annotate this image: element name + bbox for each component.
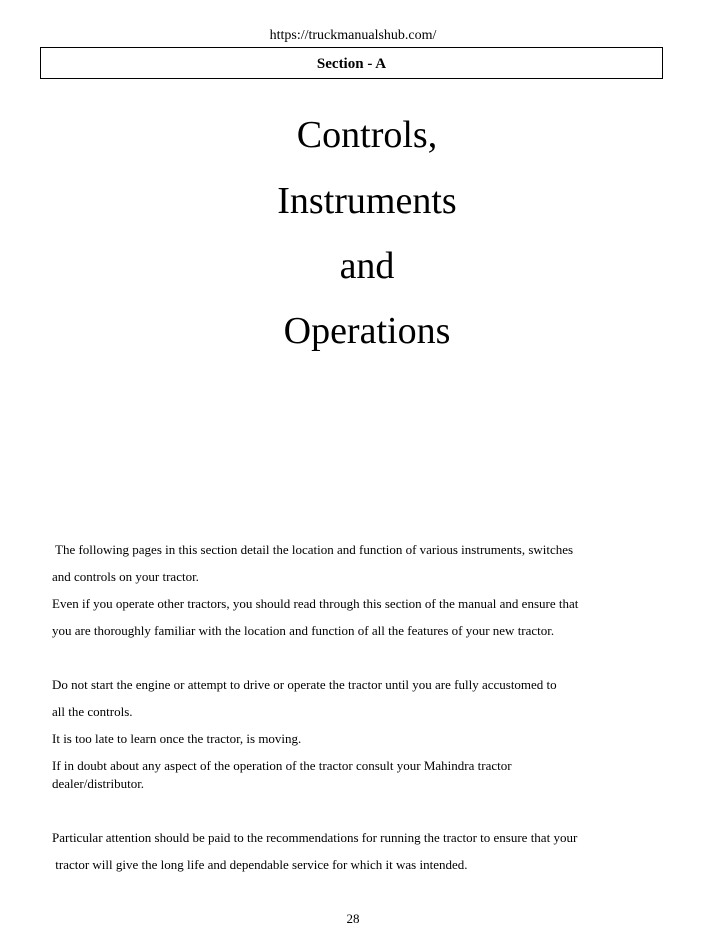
body-line-9: dealer/distributor. — [52, 776, 145, 791]
section-label: Section - A — [316, 56, 387, 72]
body-line-8: If in doubt about any aspect of the operation of the tractor consult your Mahindra tractor — [52, 758, 512, 773]
title-line-controls: Controls, — [296, 114, 438, 156]
body-line-10: Particular attention should be paid to the recommendations for running the tractor to ensure that your — [52, 830, 578, 845]
title-line-and: and — [339, 245, 395, 287]
title-line-operations: Operations — [283, 310, 451, 352]
body-line-3: Even if you operate other tractors, you should read through this section of the manual and ensure that — [52, 596, 579, 611]
header-url: https://truckmanualshub.com/ — [269, 28, 437, 43]
body-line-2: and controls on your tractor. — [52, 569, 199, 584]
body-line-7: It is too late to learn once the tractor, is moving. — [52, 731, 302, 746]
body-line-5: Do not start the engine or attempt to drive or operate the tractor until you are fully accustomed to — [52, 677, 557, 692]
body-line-4: you are thoroughly familiar with the location and function of all the features of your new tractor. — [52, 623, 555, 638]
body-line-11: tractor will give the long life and dependable service for which it was intended. — [52, 857, 468, 872]
title-line-instruments: Instruments — [277, 180, 457, 222]
body-line-6: all the controls. — [52, 704, 133, 719]
page-number: 28 — [346, 911, 360, 926]
body-line-1: The following pages in this section detail the location and function of various instruments, switches — [52, 542, 574, 557]
